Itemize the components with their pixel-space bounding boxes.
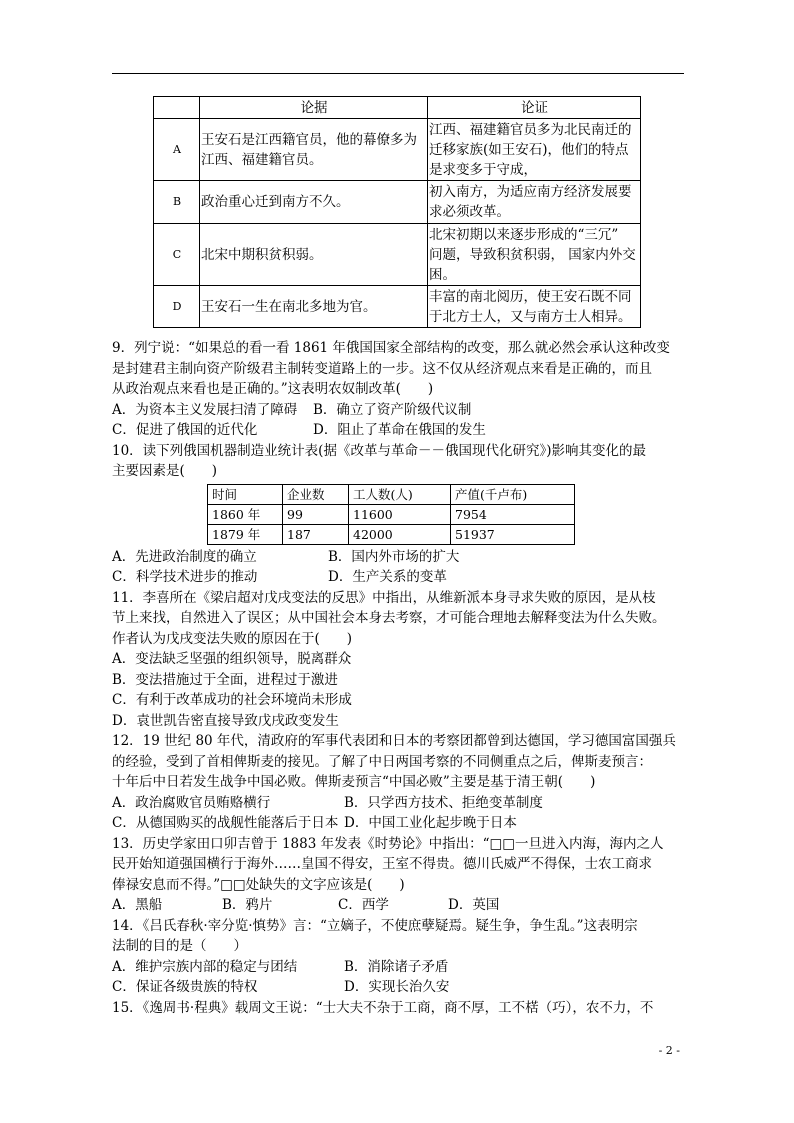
argument-table	[153, 96, 641, 328]
option-label: A	[154, 119, 200, 181]
option-c: C．保证各级贵族的特权	[112, 979, 258, 995]
option-a: A．政治腐败官员贿赂横行	[112, 794, 271, 811]
option-d: D．阻止了革命在俄国的发生	[313, 422, 486, 438]
q9-stem: 从政治观点来看也是正确的。”这表明农奴制改革( )	[112, 381, 434, 397]
evidence-cell: 王安石一生在南北多地为官。	[200, 286, 428, 328]
q12-stem: 十年后中日若发生战争中国必败。俾斯麦预言“中国必败”主要是基于清王朝( )	[112, 774, 596, 790]
q14-options	[112, 957, 688, 978]
q9-options	[112, 400, 688, 421]
option-a: A．维护宗族内部的稳定与团结	[112, 958, 298, 975]
page-number: - 2 -	[658, 1044, 680, 1057]
option-label: D	[154, 286, 200, 328]
q14-stem: 14．《吕氏春秋·宰分览·慎势》言：“立嫡子，不使庶孽疑焉。疑生争，争生乱。”这表明宗	[112, 917, 638, 934]
q9-stem: 9．列宁说：“如果总的看一看 1861 年俄国国家全部结构的改变，那么就必然会承认这种改变	[112, 340, 670, 356]
table-header: 工人数(人)	[349, 484, 451, 504]
table-header: 论证	[428, 97, 641, 119]
evidence-cell: 北宋中期积贫积弱。	[200, 224, 428, 286]
option-c: C．有利于改革成功的社会环境尚未形成	[112, 692, 352, 708]
argument-cell: 北宋初期以来逐步形成的“三冗” 问题，导致积贫积弱， 国家内外交 困。	[428, 224, 641, 286]
questions	[112, 338, 688, 1018]
q12-options	[112, 813, 688, 834]
q11-stem: 11．李喜所在《梁启超对戊戌变法的反思》中指出，从维新派本身寻求失败的原因，是从枝	[112, 589, 656, 606]
option-b: B．只学西方技术、拒绝变革制度	[344, 794, 543, 811]
option-b: B．变法措施过于全面，进程过于激进	[112, 671, 338, 688]
option-a: A．黑船	[112, 897, 163, 913]
table-row: 1879 年 187 42000 51937	[208, 524, 575, 544]
option-a: A．先进政治制度的确立	[112, 548, 257, 565]
evidence-cell: 王安石是江西籍官员，他的幕僚多为 江西、福建籍官员。	[200, 119, 428, 181]
q9-stem: 是封建君主制向资产阶级君主制转变道路上的一步。这不仅从经济观点来看是正确的，而且	[112, 360, 652, 377]
table-header	[154, 97, 200, 119]
header-rule	[112, 73, 684, 74]
q13-options	[112, 895, 688, 916]
option-label: C	[154, 224, 200, 286]
option-d: D．袁世凯告密直接导致戊戌政变发生	[112, 712, 339, 729]
table-header: 论据	[200, 97, 428, 119]
option-a: A．变法缺乏坚强的组织领导，脱离群众	[112, 651, 352, 667]
option-b: B．消除诸子矛盾	[344, 958, 449, 975]
evidence-cell: 政治重心迁到南方不久。	[200, 181, 428, 224]
option-label: B	[154, 181, 200, 224]
q10-options	[112, 567, 688, 588]
q15-stem: 15．《逸周书·程典》载周文王说：“士大夫不杂于工商，商不厚，工不楛（巧），农不力，不	[112, 999, 654, 1016]
option-c: C．促进了俄国的近代化	[112, 422, 258, 438]
option-c: C．从德国购买的战舰性能落后于日本	[112, 815, 339, 831]
option-d: D．中国工业化起步晚于日本	[344, 815, 517, 831]
q10-stem: 10．读下列俄国机器制造业统计表(据《改革与革命－－俄国现代化研究》)影响其变化的最	[112, 442, 646, 459]
table-header: 时间	[208, 484, 283, 504]
option-d: D．实现长治久安	[344, 979, 450, 995]
option-b: B．确立了资产阶级代议制	[313, 401, 472, 418]
option-b: B．鸦片	[222, 897, 273, 913]
q12-options	[112, 793, 688, 814]
q9-options	[112, 420, 688, 441]
argument-cell: 丰富的南北阅历，使王安石既不同 于北方士人，又与南方士人相异。	[428, 286, 641, 328]
argument-cell: 初入南方，为适应南方经济发展要 求必须改革。	[428, 181, 641, 224]
q14-options	[112, 977, 688, 998]
table-header: 产值(千卢布)	[451, 484, 575, 504]
q10-stem: 主要因素是( )	[112, 463, 218, 479]
statistics-table	[207, 484, 575, 545]
option-a: A．为资本主义发展扫清了障碍	[112, 401, 298, 418]
q11-stem: 节上来找，自然进入了误区；从中国社会本身去考察，才可能合理地去解释变法为什么失败。	[112, 610, 666, 626]
option-c: C．科学技术进步的推动	[112, 569, 258, 585]
option-c: C．西学	[338, 897, 389, 913]
q13-stem: 民开始知道强国横行于海外……皇国不得安，王室不得贵。德川氏威严不得保，士农工商求	[112, 856, 652, 872]
table-header: 企业数	[283, 484, 349, 504]
table-row: 1860 年 99 11600 7954	[208, 504, 575, 524]
q10-options	[112, 547, 688, 568]
q11-stem: 作者认为戊戌变法失败的原因在于( )	[112, 630, 353, 647]
option-d: D．生产关系的变革	[328, 569, 447, 585]
q12-stem: 12．19 世纪 80 年代，清政府的军事代表团和日本的考察团都曾到达德国，学习德国富国强兵	[112, 733, 676, 749]
q13-stem: 俸禄安息而不得。”□□处缺失的文字应该是( )	[112, 876, 405, 893]
q14-stem: 法制的目的是（ ）	[112, 938, 247, 954]
option-d: D．英国	[448, 897, 500, 913]
q13-stem: 13．历史学家田口卯吉曾于 1883 年发表《时势论》中指出：“□□一旦进入内海，海内之人	[112, 835, 664, 852]
option-b: B．国内外市场的扩大	[328, 548, 460, 565]
argument-cell: 江西、福建籍官员多为北民南迁的 迁移家族(如王安石)，他们的特点 是求变多于守成，	[428, 119, 641, 181]
q12-stem: 的经验，受到了首相俾斯麦的接见。了解了中日两国考察的不同侧重点之后，俾斯麦预言：	[112, 753, 652, 770]
